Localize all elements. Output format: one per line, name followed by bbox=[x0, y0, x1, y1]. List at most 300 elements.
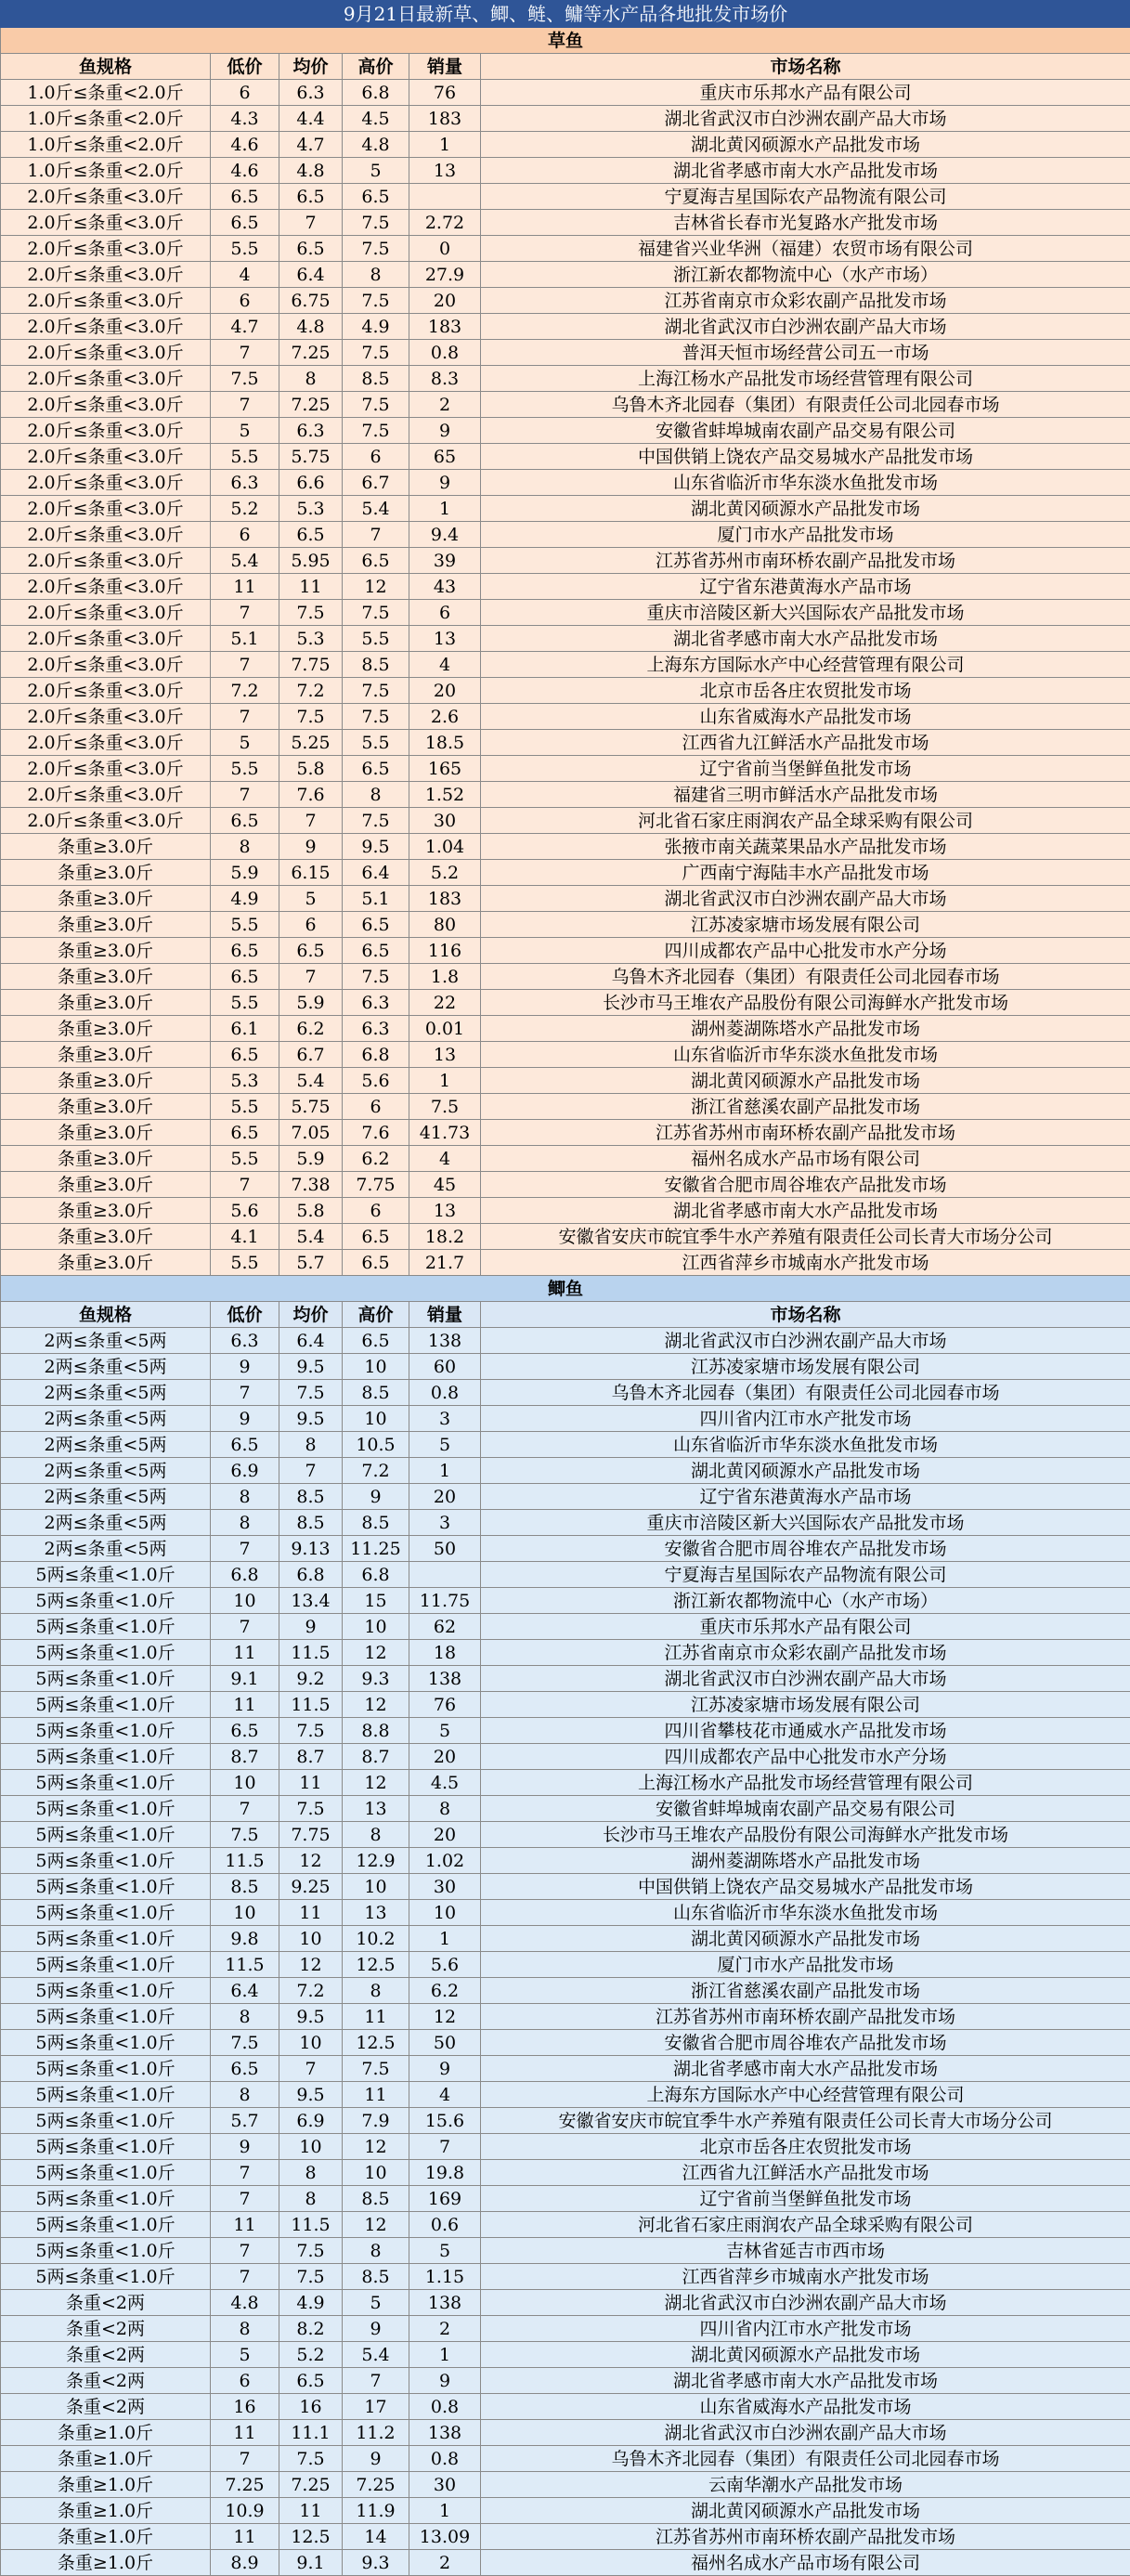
spec-cell: 2.0斤≤条重<3.0斤 bbox=[1, 470, 211, 496]
avg-price-cell: 6.15 bbox=[279, 860, 343, 886]
spec-cell: 条重≥1.0斤 bbox=[1, 2446, 211, 2472]
avg-price-cell: 7.25 bbox=[279, 392, 343, 418]
market-name-cell: 山东省威海水产品批发市场 bbox=[481, 704, 1130, 730]
low-price-cell: 6.5 bbox=[211, 1718, 279, 1744]
spec-cell: 2两≤条重<5两 bbox=[1, 1328, 211, 1354]
spec-cell: 5两≤条重<1.0斤 bbox=[1, 2056, 211, 2082]
volume-cell: 30 bbox=[409, 2472, 481, 2498]
table-row bbox=[1, 1926, 1130, 1952]
market-name-cell: 江苏省苏州市南环桥农副产品批发市场 bbox=[481, 2524, 1130, 2550]
high-price-cell: 8 bbox=[343, 262, 409, 288]
low-price-cell: 4.3 bbox=[211, 106, 279, 132]
column-header: 高价 bbox=[343, 54, 409, 80]
high-price-cell: 6.5 bbox=[343, 938, 409, 964]
spec-cell: 2两≤条重<5两 bbox=[1, 1484, 211, 1510]
low-price-cell: 8 bbox=[211, 1510, 279, 1536]
spec-cell: 2两≤条重<5两 bbox=[1, 1354, 211, 1380]
high-price-cell: 6 bbox=[343, 444, 409, 470]
volume-cell: 1.02 bbox=[409, 1848, 481, 1874]
spec-cell: 5两≤条重<1.0斤 bbox=[1, 2212, 211, 2238]
low-price-cell: 7 bbox=[211, 2186, 279, 2212]
low-price-cell: 10 bbox=[211, 1588, 279, 1614]
market-name-cell: 福建省兴业华洲（福建）农贸市场有限公司 bbox=[481, 236, 1130, 262]
spec-cell: 5两≤条重<1.0斤 bbox=[1, 1978, 211, 2004]
low-price-cell: 6.3 bbox=[211, 1328, 279, 1354]
high-price-cell: 12 bbox=[343, 1692, 409, 1718]
avg-price-cell: 6.6 bbox=[279, 470, 343, 496]
low-price-cell: 6.5 bbox=[211, 2056, 279, 2082]
avg-price-cell: 6.7 bbox=[279, 1042, 343, 1068]
volume-cell: 0 bbox=[409, 236, 481, 262]
market-name-cell: 福州名成水产品市场有限公司 bbox=[481, 2550, 1130, 2576]
avg-price-cell: 5.9 bbox=[279, 990, 343, 1016]
avg-price-cell: 5.2 bbox=[279, 2342, 343, 2368]
market-name-cell: 乌鲁木齐北园春（集团）有限责任公司北园春市场 bbox=[481, 964, 1130, 990]
spec-cell: 条重≥1.0斤 bbox=[1, 2420, 211, 2446]
low-price-cell: 6.5 bbox=[211, 808, 279, 834]
table-row bbox=[1, 652, 1130, 678]
spec-cell: 条重≥3.0斤 bbox=[1, 1120, 211, 1146]
volume-cell: 5.2 bbox=[409, 860, 481, 886]
low-price-cell: 7 bbox=[211, 340, 279, 366]
high-price-cell: 12 bbox=[343, 574, 409, 600]
market-name-cell: 安徽省蚌埠城南农副产品交易有限公司 bbox=[481, 418, 1130, 444]
low-price-cell: 5.5 bbox=[211, 1146, 279, 1172]
spec-cell: 条重≥1.0斤 bbox=[1, 2472, 211, 2498]
volume-cell: 1.52 bbox=[409, 782, 481, 808]
market-name-cell: 北京市岳各庄农贸批发市场 bbox=[481, 2134, 1130, 2160]
avg-price-cell: 6.5 bbox=[279, 236, 343, 262]
table-row bbox=[1, 2004, 1130, 2030]
volume-cell: 20 bbox=[409, 288, 481, 314]
spec-cell: 1.0斤≤条重<2.0斤 bbox=[1, 106, 211, 132]
market-name-cell: 上海江杨水产品批发市场经营管理有限公司 bbox=[481, 366, 1130, 392]
market-name-cell: 湖北黄冈硕源水产品批发市场 bbox=[481, 1068, 1130, 1094]
low-price-cell: 7 bbox=[211, 2446, 279, 2472]
market-name-cell: 安徽省合肥市周谷堆农产品批发市场 bbox=[481, 1536, 1130, 1562]
avg-price-cell: 6.9 bbox=[279, 2108, 343, 2134]
avg-price-cell: 5.8 bbox=[279, 1198, 343, 1224]
low-price-cell: 11.5 bbox=[211, 1952, 279, 1978]
avg-price-cell: 6 bbox=[279, 912, 343, 938]
avg-price-cell: 8 bbox=[279, 2160, 343, 2186]
volume-cell: 7.5 bbox=[409, 1094, 481, 1120]
low-price-cell: 7.25 bbox=[211, 2472, 279, 2498]
low-price-cell: 6.1 bbox=[211, 1016, 279, 1042]
spec-cell: 条重≥3.0斤 bbox=[1, 1094, 211, 1120]
avg-price-cell: 4.4 bbox=[279, 106, 343, 132]
spec-cell: 条重≥3.0斤 bbox=[1, 1016, 211, 1042]
avg-price-cell: 8.2 bbox=[279, 2316, 343, 2342]
high-price-cell: 11.2 bbox=[343, 2420, 409, 2446]
high-price-cell: 5.4 bbox=[343, 2342, 409, 2368]
volume-cell: 9 bbox=[409, 2056, 481, 2082]
section-title-row bbox=[1, 1276, 1130, 1302]
avg-price-cell: 4.7 bbox=[279, 132, 343, 158]
market-name-cell: 浙江新农都物流中心（水产市场） bbox=[481, 262, 1130, 288]
volume-cell: 13.09 bbox=[409, 2524, 481, 2550]
table-row bbox=[1, 1640, 1130, 1666]
volume-cell: 165 bbox=[409, 756, 481, 782]
market-name-cell: 山东省临沂市华东淡水鱼批发市场 bbox=[481, 1042, 1130, 1068]
high-price-cell: 10.5 bbox=[343, 1432, 409, 1458]
market-name-cell: 辽宁省东港黄海水产品市场 bbox=[481, 574, 1130, 600]
high-price-cell: 7.5 bbox=[343, 808, 409, 834]
market-name-cell: 福州名成水产品市场有限公司 bbox=[481, 1146, 1130, 1172]
volume-cell: 3 bbox=[409, 1406, 481, 1432]
low-price-cell: 7.5 bbox=[211, 2030, 279, 2056]
low-price-cell: 5.5 bbox=[211, 1250, 279, 1276]
table-row bbox=[1, 730, 1130, 756]
high-price-cell: 8.7 bbox=[343, 1744, 409, 1770]
high-price-cell: 7.5 bbox=[343, 392, 409, 418]
table-row bbox=[1, 106, 1130, 132]
table-row bbox=[1, 2498, 1130, 2524]
table-row bbox=[1, 1406, 1130, 1432]
high-price-cell: 17 bbox=[343, 2394, 409, 2420]
low-price-cell: 6 bbox=[211, 288, 279, 314]
low-price-cell: 5.5 bbox=[211, 1094, 279, 1120]
market-name-cell: 浙江省慈溪农副产品批发市场 bbox=[481, 1094, 1130, 1120]
low-price-cell: 8.5 bbox=[211, 1874, 279, 1900]
high-price-cell: 6.5 bbox=[343, 756, 409, 782]
high-price-cell: 5 bbox=[343, 158, 409, 184]
market-name-cell: 辽宁省东港黄海水产品市场 bbox=[481, 1484, 1130, 1510]
table-row bbox=[1, 1562, 1130, 1588]
market-name-cell: 安徽省安庆市皖宜季牛水产养殖有限责任公司长青大市场分公司 bbox=[481, 1224, 1130, 1250]
volume-cell: 15.6 bbox=[409, 2108, 481, 2134]
table-row bbox=[1, 860, 1130, 886]
low-price-cell: 8.9 bbox=[211, 2550, 279, 2576]
low-price-cell: 11 bbox=[211, 1640, 279, 1666]
avg-price-cell: 8.5 bbox=[279, 1510, 343, 1536]
high-price-cell: 10.2 bbox=[343, 1926, 409, 1952]
table-row bbox=[1, 1484, 1130, 1510]
volume-cell: 13 bbox=[409, 626, 481, 652]
table-row bbox=[1, 392, 1130, 418]
table-row bbox=[1, 1718, 1130, 1744]
spec-cell: 2.0斤≤条重<3.0斤 bbox=[1, 340, 211, 366]
low-price-cell: 4.8 bbox=[211, 2290, 279, 2316]
spec-cell: 2两≤条重<5两 bbox=[1, 1406, 211, 1432]
volume-cell: 1 bbox=[409, 1926, 481, 1952]
market-name-cell: 吉林省延吉市西市场 bbox=[481, 2238, 1130, 2264]
spec-cell: 条重<2两 bbox=[1, 2316, 211, 2342]
high-price-cell: 6.5 bbox=[343, 1224, 409, 1250]
high-price-cell: 6.5 bbox=[343, 912, 409, 938]
volume-cell: 4 bbox=[409, 2082, 481, 2108]
avg-price-cell: 7.5 bbox=[279, 2238, 343, 2264]
table-row bbox=[1, 1198, 1130, 1224]
avg-price-cell: 7.5 bbox=[279, 1796, 343, 1822]
low-price-cell: 5 bbox=[211, 2342, 279, 2368]
high-price-cell: 7 bbox=[343, 2368, 409, 2394]
market-name-cell: 宁夏海吉星国际农产品物流有限公司 bbox=[481, 1562, 1130, 1588]
high-price-cell: 12.9 bbox=[343, 1848, 409, 1874]
avg-price-cell: 5.25 bbox=[279, 730, 343, 756]
spec-cell: 5两≤条重<1.0斤 bbox=[1, 2134, 211, 2160]
avg-price-cell: 7 bbox=[279, 964, 343, 990]
table-row bbox=[1, 990, 1130, 1016]
low-price-cell: 6.5 bbox=[211, 184, 279, 210]
table-row bbox=[1, 2238, 1130, 2264]
table-row bbox=[1, 1458, 1130, 1484]
table-row bbox=[1, 1068, 1130, 1094]
column-header-row bbox=[1, 54, 1130, 80]
market-name-cell: 重庆市涪陵区新大兴国际农产品批发市场 bbox=[481, 1510, 1130, 1536]
low-price-cell: 10.9 bbox=[211, 2498, 279, 2524]
volume-cell: 20 bbox=[409, 1484, 481, 1510]
volume-cell: 183 bbox=[409, 106, 481, 132]
low-price-cell: 10 bbox=[211, 1900, 279, 1926]
spec-cell: 2.0斤≤条重<3.0斤 bbox=[1, 314, 211, 340]
volume-cell: 50 bbox=[409, 2030, 481, 2056]
spec-cell: 2.0斤≤条重<3.0斤 bbox=[1, 704, 211, 730]
volume-cell: 9 bbox=[409, 418, 481, 444]
section-title: 草鱼 bbox=[1, 28, 1130, 54]
market-name-cell: 山东省临沂市华东淡水鱼批发市场 bbox=[481, 470, 1130, 496]
avg-price-cell: 6.4 bbox=[279, 262, 343, 288]
spec-cell: 5两≤条重<1.0斤 bbox=[1, 1640, 211, 1666]
low-price-cell: 5.1 bbox=[211, 626, 279, 652]
market-name-cell: 江西省九江鲜活水产品批发市场 bbox=[481, 2160, 1130, 2186]
table-row bbox=[1, 470, 1130, 496]
table-row bbox=[1, 1874, 1130, 1900]
market-name-cell: 湖北省孝感市南大水产品批发市场 bbox=[481, 158, 1130, 184]
table-row bbox=[1, 1250, 1130, 1276]
avg-price-cell: 6.2 bbox=[279, 1016, 343, 1042]
market-name-cell: 四川省内江市水产批发市场 bbox=[481, 2316, 1130, 2342]
high-price-cell: 11.25 bbox=[343, 1536, 409, 1562]
market-name-cell: 江苏省苏州市南环桥农副产品批发市场 bbox=[481, 548, 1130, 574]
spec-cell: 2.0斤≤条重<3.0斤 bbox=[1, 678, 211, 704]
high-price-cell: 11.9 bbox=[343, 2498, 409, 2524]
avg-price-cell: 9.2 bbox=[279, 1666, 343, 1692]
low-price-cell: 7 bbox=[211, 1614, 279, 1640]
market-name-cell: 安徽省合肥市周谷堆农产品批发市场 bbox=[481, 1172, 1130, 1198]
low-price-cell: 5.3 bbox=[211, 1068, 279, 1094]
spec-cell: 2.0斤≤条重<3.0斤 bbox=[1, 600, 211, 626]
market-name-cell: 北京市岳各庄农贸批发市场 bbox=[481, 678, 1130, 704]
table-row bbox=[1, 288, 1130, 314]
volume-cell: 45 bbox=[409, 1172, 481, 1198]
spec-cell: 条重≥3.0斤 bbox=[1, 1198, 211, 1224]
low-price-cell: 11 bbox=[211, 2420, 279, 2446]
volume-cell: 7 bbox=[409, 2134, 481, 2160]
avg-price-cell: 7 bbox=[279, 210, 343, 236]
volume-cell: 30 bbox=[409, 1874, 481, 1900]
table-row bbox=[1, 1094, 1130, 1120]
avg-price-cell: 8 bbox=[279, 366, 343, 392]
market-name-cell: 吉林省长春市光复路水产批发市场 bbox=[481, 210, 1130, 236]
volume-cell: 138 bbox=[409, 1328, 481, 1354]
volume-cell: 76 bbox=[409, 1692, 481, 1718]
low-price-cell: 6.9 bbox=[211, 1458, 279, 1484]
table-row bbox=[1, 1146, 1130, 1172]
low-price-cell: 4.1 bbox=[211, 1224, 279, 1250]
high-price-cell: 7.75 bbox=[343, 1172, 409, 1198]
volume-cell: 1 bbox=[409, 2498, 481, 2524]
volume-cell: 4 bbox=[409, 1146, 481, 1172]
avg-price-cell: 5 bbox=[279, 886, 343, 912]
market-name-cell: 上海江杨水产品批发市场经营管理有限公司 bbox=[481, 1770, 1130, 1796]
spec-cell: 2.0斤≤条重<3.0斤 bbox=[1, 418, 211, 444]
high-price-cell: 8.5 bbox=[343, 652, 409, 678]
high-price-cell: 15 bbox=[343, 1588, 409, 1614]
column-header: 市场名称 bbox=[481, 1302, 1130, 1328]
low-price-cell: 6.5 bbox=[211, 1120, 279, 1146]
high-price-cell: 12 bbox=[343, 1640, 409, 1666]
avg-price-cell: 6.5 bbox=[279, 938, 343, 964]
table-row bbox=[1, 2524, 1130, 2550]
market-name-cell: 张掖市南关蔬菜果品水产品批发市场 bbox=[481, 834, 1130, 860]
avg-price-cell: 9.5 bbox=[279, 2004, 343, 2030]
low-price-cell: 4 bbox=[211, 262, 279, 288]
spec-cell: 5两≤条重<1.0斤 bbox=[1, 2082, 211, 2108]
spec-cell: 条重≥3.0斤 bbox=[1, 912, 211, 938]
volume-cell: 18.2 bbox=[409, 1224, 481, 1250]
market-name-cell: 安徽省安庆市皖宜季牛水产养殖有限责任公司长青大市场分公司 bbox=[481, 2108, 1130, 2134]
table-row bbox=[1, 80, 1130, 106]
low-price-cell: 8.7 bbox=[211, 1744, 279, 1770]
spec-cell: 1.0斤≤条重<2.0斤 bbox=[1, 158, 211, 184]
spec-cell: 2.0斤≤条重<3.0斤 bbox=[1, 730, 211, 756]
high-price-cell: 8.5 bbox=[343, 1510, 409, 1536]
high-price-cell: 6.8 bbox=[343, 1042, 409, 1068]
low-price-cell: 11 bbox=[211, 2524, 279, 2550]
volume-cell: 1.8 bbox=[409, 964, 481, 990]
market-name-cell: 江苏凌家塘市场发展有限公司 bbox=[481, 1354, 1130, 1380]
high-price-cell: 6.8 bbox=[343, 1562, 409, 1588]
low-price-cell: 6.5 bbox=[211, 1042, 279, 1068]
low-price-cell: 10 bbox=[211, 1770, 279, 1796]
high-price-cell: 6.5 bbox=[343, 184, 409, 210]
market-name-cell: 湖北黄冈硕源水产品批发市场 bbox=[481, 2342, 1130, 2368]
avg-price-cell: 7 bbox=[279, 808, 343, 834]
spec-cell: 2.0斤≤条重<3.0斤 bbox=[1, 444, 211, 470]
high-price-cell: 12 bbox=[343, 2212, 409, 2238]
table-row bbox=[1, 2212, 1130, 2238]
volume-cell: 20 bbox=[409, 1744, 481, 1770]
spec-cell: 5两≤条重<1.0斤 bbox=[1, 1848, 211, 1874]
low-price-cell: 11 bbox=[211, 1692, 279, 1718]
low-price-cell: 16 bbox=[211, 2394, 279, 2420]
high-price-cell: 9 bbox=[343, 2446, 409, 2472]
volume-cell: 0.8 bbox=[409, 1380, 481, 1406]
market-name-cell: 湖州菱湖陈塔水产品批发市场 bbox=[481, 1848, 1130, 1874]
volume-cell: 27.9 bbox=[409, 262, 481, 288]
low-price-cell: 5.6 bbox=[211, 1198, 279, 1224]
low-price-cell: 7 bbox=[211, 2160, 279, 2186]
spec-cell: 5两≤条重<1.0斤 bbox=[1, 1952, 211, 1978]
volume-cell: 138 bbox=[409, 2290, 481, 2316]
avg-price-cell: 6.3 bbox=[279, 418, 343, 444]
spec-cell: 5两≤条重<1.0斤 bbox=[1, 1770, 211, 1796]
volume-cell: 1 bbox=[409, 1068, 481, 1094]
spec-cell: 2.0斤≤条重<3.0斤 bbox=[1, 522, 211, 548]
avg-price-cell: 11 bbox=[279, 574, 343, 600]
avg-price-cell: 7.6 bbox=[279, 782, 343, 808]
spec-cell: 2.0斤≤条重<3.0斤 bbox=[1, 756, 211, 782]
high-price-cell: 8 bbox=[343, 2238, 409, 2264]
avg-price-cell: 9.13 bbox=[279, 1536, 343, 1562]
high-price-cell: 7.5 bbox=[343, 288, 409, 314]
low-price-cell: 8 bbox=[211, 2316, 279, 2342]
table-row bbox=[1, 496, 1130, 522]
title-row bbox=[1, 1, 1130, 28]
table-row bbox=[1, 912, 1130, 938]
high-price-cell: 8 bbox=[343, 1978, 409, 2004]
high-price-cell: 5.1 bbox=[343, 886, 409, 912]
volume-cell: 19.8 bbox=[409, 2160, 481, 2186]
avg-price-cell: 7.05 bbox=[279, 1120, 343, 1146]
low-price-cell: 5.5 bbox=[211, 444, 279, 470]
volume-cell: 11.75 bbox=[409, 1588, 481, 1614]
avg-price-cell: 9 bbox=[279, 1614, 343, 1640]
market-name-cell: 江苏省苏州市南环桥农副产品批发市场 bbox=[481, 2004, 1130, 2030]
column-header: 销量 bbox=[409, 1302, 481, 1328]
table-row bbox=[1, 1666, 1130, 1692]
sheet-title: 9月21日最新草、鲫、鲢、鳙等水产品各地批发市场价 bbox=[1, 1, 1130, 28]
volume-cell: 2.72 bbox=[409, 210, 481, 236]
spec-cell: 5两≤条重<1.0斤 bbox=[1, 1614, 211, 1640]
avg-price-cell: 11.5 bbox=[279, 2212, 343, 2238]
high-price-cell: 4.5 bbox=[343, 106, 409, 132]
market-name-cell: 湖州菱湖陈塔水产品批发市场 bbox=[481, 1016, 1130, 1042]
high-price-cell: 8.5 bbox=[343, 1380, 409, 1406]
low-price-cell: 5.5 bbox=[211, 990, 279, 1016]
low-price-cell: 5.4 bbox=[211, 548, 279, 574]
table-row bbox=[1, 1900, 1130, 1926]
table-row bbox=[1, 1328, 1130, 1354]
spec-cell: 5两≤条重<1.0斤 bbox=[1, 1666, 211, 1692]
market-name-cell: 江西省九江鲜活水产品批发市场 bbox=[481, 730, 1130, 756]
market-name-cell: 江西省萍乡市城南水产批发市场 bbox=[481, 2264, 1130, 2290]
table-row bbox=[1, 1510, 1130, 1536]
market-name-cell: 河北省石家庄雨润农产品全球采购有限公司 bbox=[481, 2212, 1130, 2238]
volume-cell: 41.73 bbox=[409, 1120, 481, 1146]
high-price-cell: 9.3 bbox=[343, 1666, 409, 1692]
table-row bbox=[1, 2550, 1130, 2576]
high-price-cell: 9.3 bbox=[343, 2550, 409, 2576]
spec-cell: 条重≥3.0斤 bbox=[1, 860, 211, 886]
low-price-cell: 6 bbox=[211, 2368, 279, 2394]
spec-cell: 5两≤条重<1.0斤 bbox=[1, 1926, 211, 1952]
volume-cell: 2.6 bbox=[409, 704, 481, 730]
spec-cell: 条重≥3.0斤 bbox=[1, 834, 211, 860]
table-row bbox=[1, 704, 1130, 730]
spec-cell: 条重≥3.0斤 bbox=[1, 1224, 211, 1250]
spec-cell: 2.0斤≤条重<3.0斤 bbox=[1, 288, 211, 314]
low-price-cell: 6 bbox=[211, 80, 279, 106]
table-row bbox=[1, 2160, 1130, 2186]
low-price-cell: 4.6 bbox=[211, 158, 279, 184]
low-price-cell: 5 bbox=[211, 418, 279, 444]
spec-cell: 2.0斤≤条重<3.0斤 bbox=[1, 210, 211, 236]
column-header: 高价 bbox=[343, 1302, 409, 1328]
volume-cell: 9.4 bbox=[409, 522, 481, 548]
volume-cell: 50 bbox=[409, 1536, 481, 1562]
spec-cell: 条重≥3.0斤 bbox=[1, 990, 211, 1016]
market-name-cell: 乌鲁木齐北园春（集团）有限责任公司北园春市场 bbox=[481, 392, 1130, 418]
avg-price-cell: 5.75 bbox=[279, 1094, 343, 1120]
low-price-cell: 8 bbox=[211, 2004, 279, 2030]
spec-cell: 2.0斤≤条重<3.0斤 bbox=[1, 496, 211, 522]
avg-price-cell: 8.7 bbox=[279, 1744, 343, 1770]
high-price-cell: 6.7 bbox=[343, 470, 409, 496]
table-row bbox=[1, 444, 1130, 470]
spec-cell: 条重≥3.0斤 bbox=[1, 1042, 211, 1068]
